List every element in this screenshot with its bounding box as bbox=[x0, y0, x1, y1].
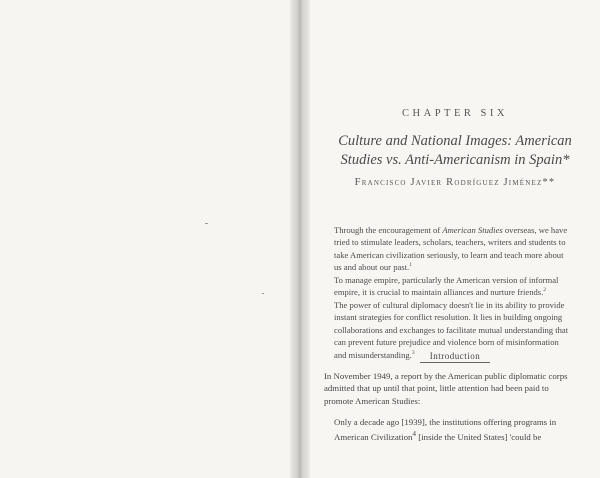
page-speck bbox=[262, 293, 264, 294]
chapter-title bbox=[310, 132, 600, 170]
epigraph-1-italic: American Studies bbox=[442, 225, 503, 235]
epigraph-1 bbox=[334, 224, 570, 274]
body-paragraph: In November 1949, a report by the American public diplomatic corps admitted that up until that point, little attention had been paid to promote American Studies: bbox=[324, 371, 568, 406]
chapter-title-line-2: Studies vs. Anti-Americanism in Spain* bbox=[340, 152, 570, 168]
block-quote bbox=[334, 416, 574, 444]
section-heading-rule bbox=[420, 362, 490, 363]
footnote-marker: 4 bbox=[412, 429, 417, 439]
book-gutter bbox=[290, 0, 310, 478]
epigraph-1-text-end: overseas, we have tried to stimulate leaders, scholars, teachers, writers and students to take American civilization seriously, to learn and teach more about us and about our past. bbox=[334, 225, 568, 273]
left-page bbox=[0, 0, 298, 478]
footnote-marker: 1 bbox=[409, 262, 412, 269]
block-quote-text: Only a decade ago [1939], the institutions offering programs in American Civilization bbox=[334, 417, 557, 443]
footnote-marker: 2 bbox=[543, 287, 547, 294]
epigraph-1-text-start: Through the encouragement of bbox=[334, 225, 443, 235]
block-quote-text-end: [inside the United States] 'could be bbox=[416, 432, 542, 443]
section-heading: Introduction bbox=[429, 351, 481, 361]
epigraph-2 bbox=[334, 274, 570, 299]
chapter-author: Francisco Javier Rodríguez Jiménez** bbox=[354, 177, 556, 188]
chapter-title-line-1: Culture and National Images: American bbox=[338, 133, 572, 149]
footnote-marker: 3 bbox=[411, 349, 415, 356]
chapter-label: CHAPTER SIX bbox=[402, 108, 508, 119]
epigraph-3-text: The power of cultural diplomacy doesn't lie in its ability to provide instant strategies for conflict resolution. It lies in building ongoing collaborations and exchanges to facilitate mutual understanding that can prevent future prejudice and violence born of misinformation and misunderstanding. bbox=[334, 300, 569, 360]
epigraph-2-text: To manage empire, particularly the American version of informal empire, it is crucial to maintain alliances and nurture friends. bbox=[334, 275, 559, 298]
page-speck bbox=[205, 223, 208, 224]
